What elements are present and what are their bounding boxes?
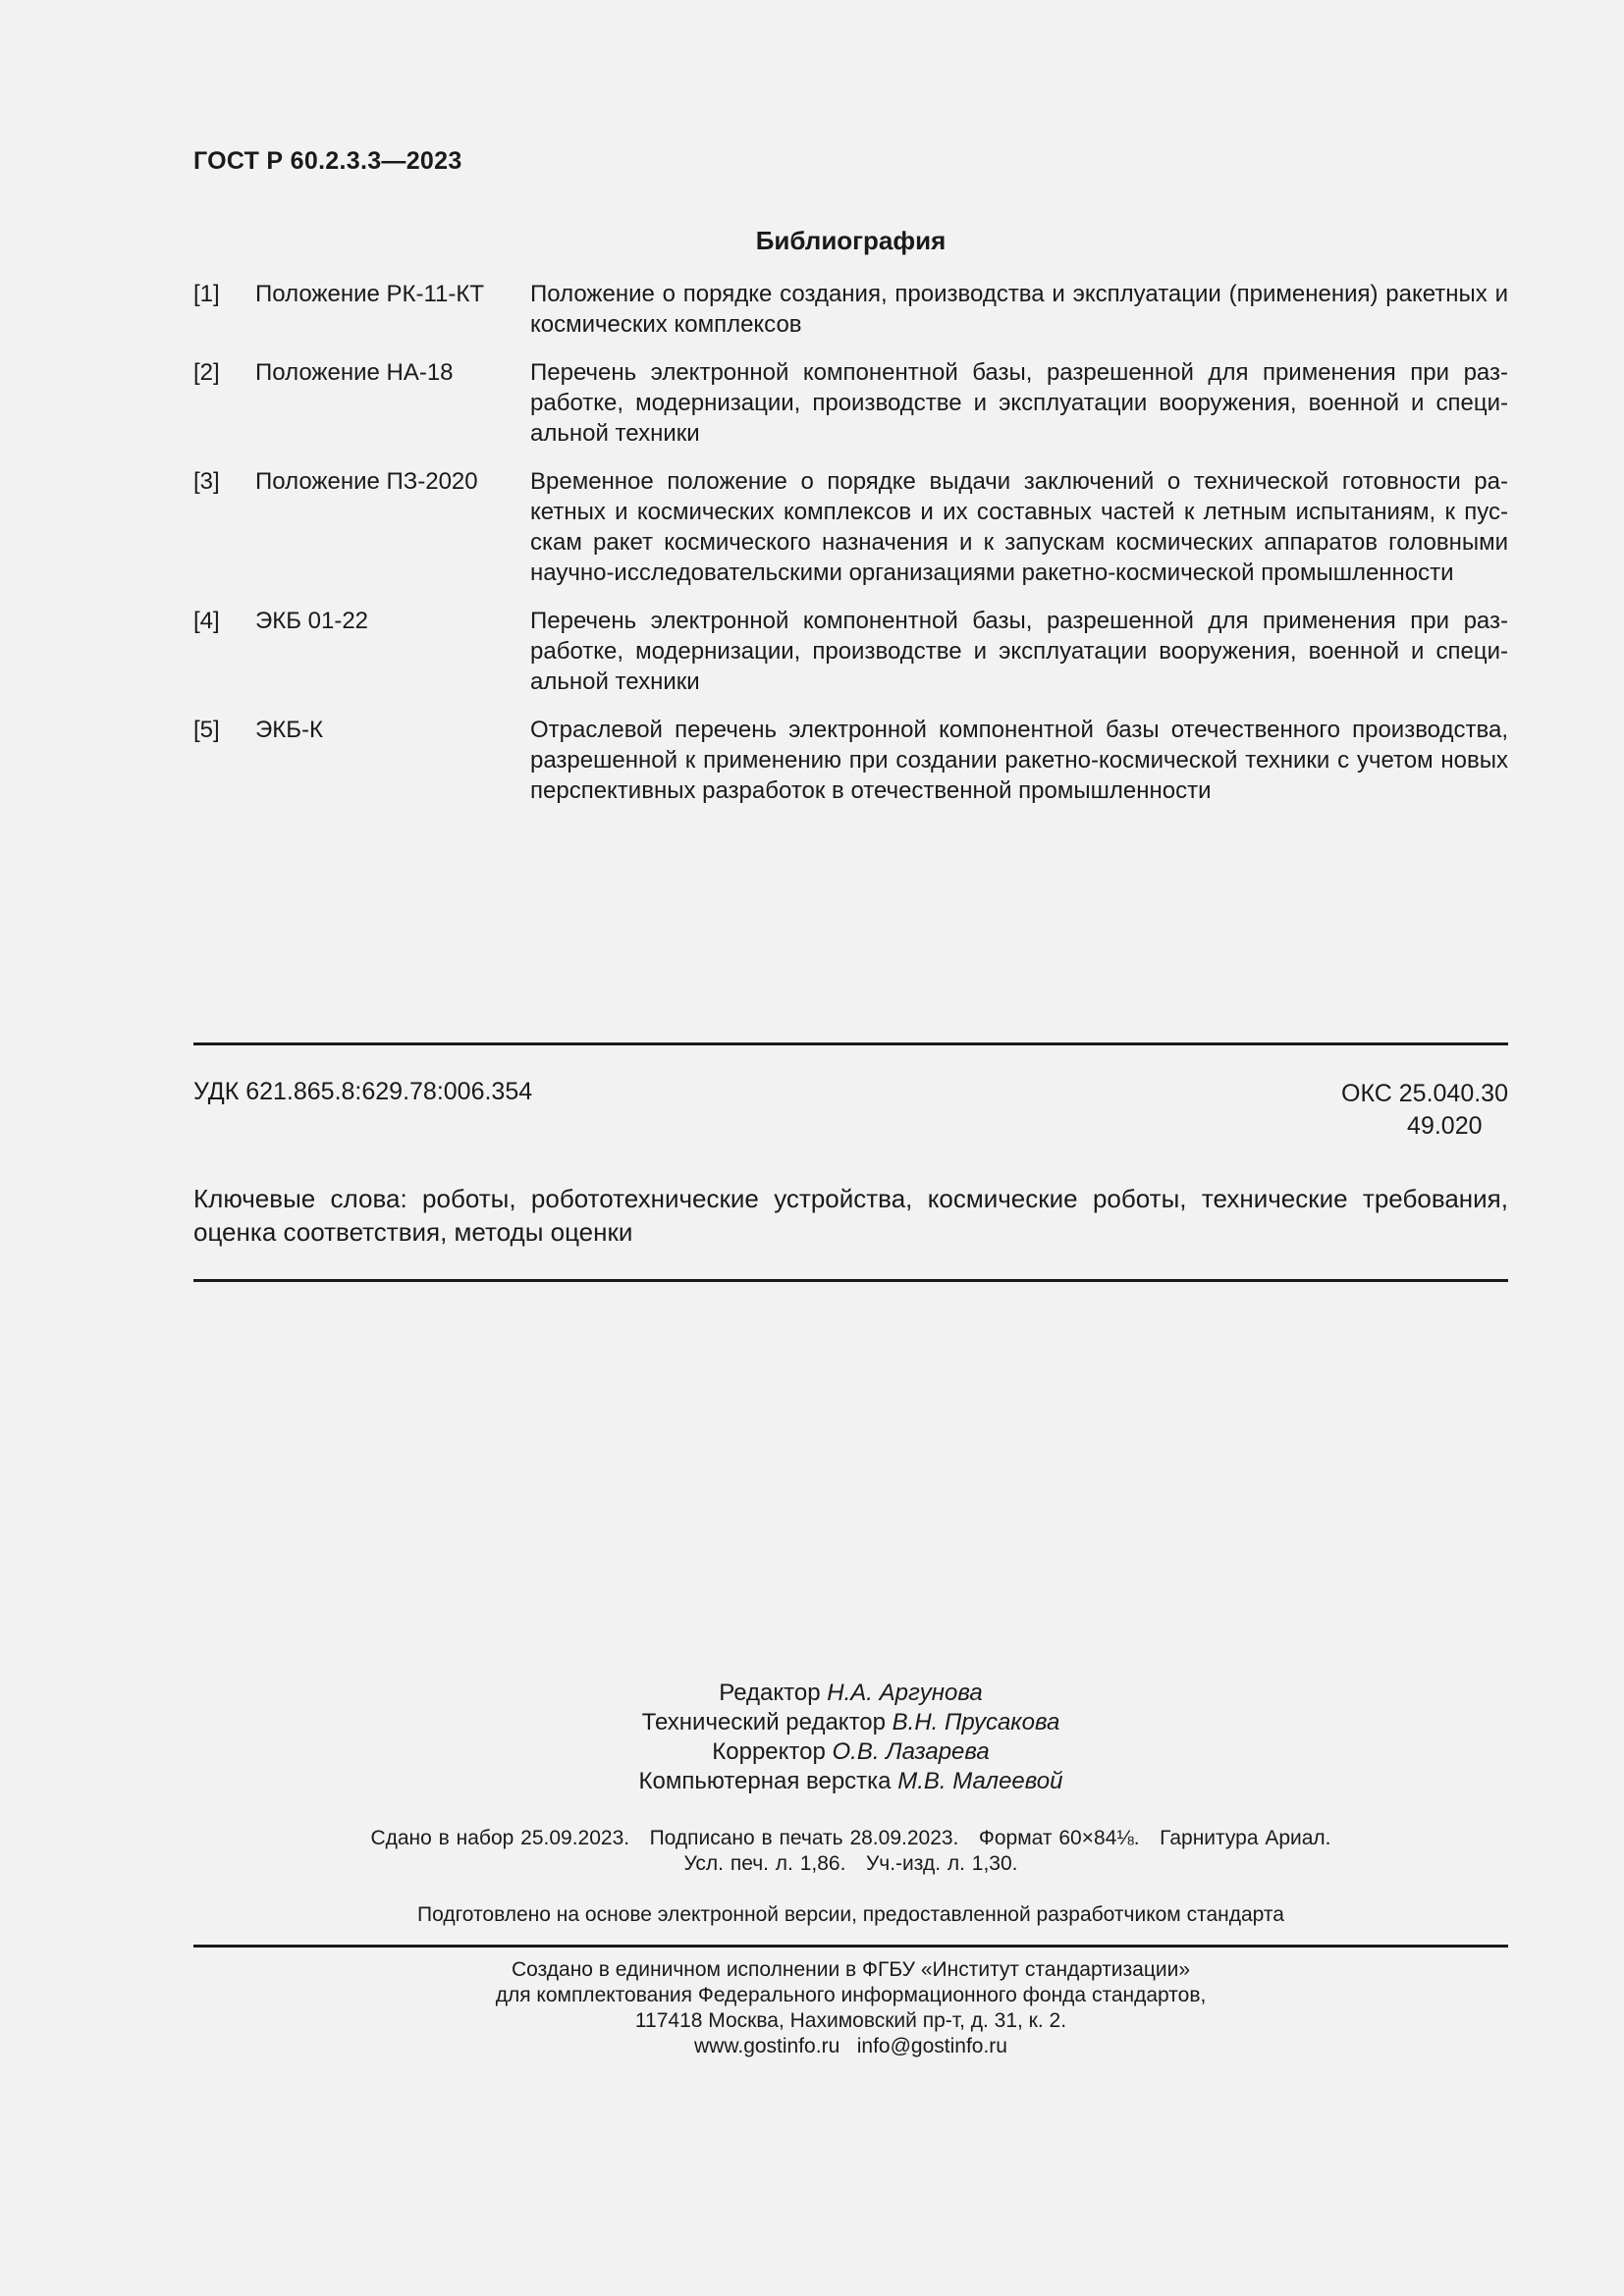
bibliography-item-description: Отраслевой перечень электронной компонентной базы отечественного производства, разрешенной к применению при создании ракетно-космической техники с учетом новых перспективных разработок в отечественной промышленности (530, 717, 1508, 804)
credit-name: Н.А. Аргунова (827, 1680, 983, 1706)
credit-role: Редактор (719, 1680, 821, 1706)
bibliography-item (193, 357, 1508, 449)
footer-divider (193, 1945, 1508, 1948)
bibliography-item-number: [5] (193, 717, 220, 743)
upper-divider (193, 1042, 1508, 1045)
keywords: Ключевые слова: роботы, робототехнические устройства, космические роботы, технические требования, оценка соответствия, методы оценки (193, 1184, 1508, 1247)
bibliography-item-description: Перечень электронной компонентной базы, разрешенной для применения при разработке, модернизации, производстве и эксплуатации вооружения, военной и специальной техники (530, 359, 1508, 447)
credit-editor (193, 1679, 1508, 1708)
bibliography-item-reference: Положение НА-18 (255, 359, 454, 386)
publisher-line: 117418 Москва, Нахимовский пр-т, д. 31, к. 2. (634, 2009, 1067, 2032)
publisher-info (193, 1957, 1508, 2059)
document-page (193, 0, 1508, 2296)
bibliography-item (193, 715, 1508, 806)
bibliography-item-description: Временное положение о порядке выдачи заключений о технической готовности ракетных и космических комплексов и их составных частей к летным испытаниям, к пусскам ракет космического назначения и к запускам космических аппаратов головными научно-исследовательскими организациями ракетно-космической промышленности (530, 468, 1508, 586)
bibliography-title: Библиография (755, 226, 947, 255)
print-info (193, 1826, 1508, 1877)
bibliography-item-reference: Положение РК-11-КТ (255, 281, 485, 307)
document-code-header: ГОСТ Р 60.2.3.3—2023 (193, 147, 462, 175)
oks-code-primary: ОКС 25.040.30 (1341, 1080, 1508, 1107)
oks-code-secondary: 49.020 (1407, 1112, 1483, 1140)
bibliography-item-number: [4] (193, 608, 220, 634)
print-info-line: Сдано в набор 25.09.2023. Подписано в печать 28.09.2023. Формат 60×84⅛. Гарнитура Ариал. (370, 1827, 1331, 1849)
credit-role: Технический редактор (641, 1709, 886, 1735)
publisher-contacts: www.gostinfo.ru info@gostinfo.ru (694, 2035, 1007, 2057)
bibliography-item (193, 466, 1508, 588)
print-info-line: Усл. печ. л. 1,86. Уч.-изд. л. 1,30. (683, 1852, 1018, 1875)
credit-technical-editor (193, 1708, 1508, 1737)
prepared-note: Подготовлено на основе электронной версии, предоставленной разработчиком стандарта (417, 1903, 1284, 1926)
lower-divider (193, 1279, 1508, 1282)
bibliography-item (193, 606, 1508, 697)
bibliography-list (193, 279, 1508, 824)
publisher-line: Создано в единичном исполнении в ФГБУ «Институт стандартизации» (511, 1958, 1191, 1981)
credit-layout (193, 1767, 1508, 1796)
credit-name: М.В. Малеевой (897, 1768, 1063, 1794)
credit-corrector (193, 1737, 1508, 1767)
credit-name: О.В. Лазарева (832, 1738, 990, 1765)
credit-role: Компьютерная верстка (638, 1768, 892, 1794)
credit-name: В.Н. Прусакова (892, 1709, 1060, 1735)
bibliography-item-reference: Положение ПЗ-2020 (255, 468, 478, 495)
oks-codes (1341, 1078, 1508, 1143)
bibliography-item (193, 279, 1508, 340)
bibliography-item-number: [3] (193, 468, 220, 495)
bibliography-item-description: Перечень электронной компонентной базы, разрешенной для применения при разработке, модернизации, производстве и эксплуатации вооружения, военной и специальной техники (530, 608, 1508, 695)
bibliography-item-number: [2] (193, 359, 220, 386)
bibliography-item-reference: ЭКБ 01-22 (255, 608, 369, 634)
bibliography-item-reference: ЭКБ-К (255, 717, 323, 743)
editorial-credits (193, 1679, 1508, 1796)
credit-role: Корректор (712, 1738, 826, 1765)
bibliography-item-description: Положение о порядке создания, производства и эксплуатации (применения) ракетных и космических комплексов (530, 281, 1508, 338)
udk-code: УДК 621.865.8:629.78:006.354 (193, 1078, 533, 1105)
publisher-line: для комплектования Федерального информационного фонда стандартов, (495, 1984, 1207, 2006)
bibliography-item-number: [1] (193, 281, 220, 307)
